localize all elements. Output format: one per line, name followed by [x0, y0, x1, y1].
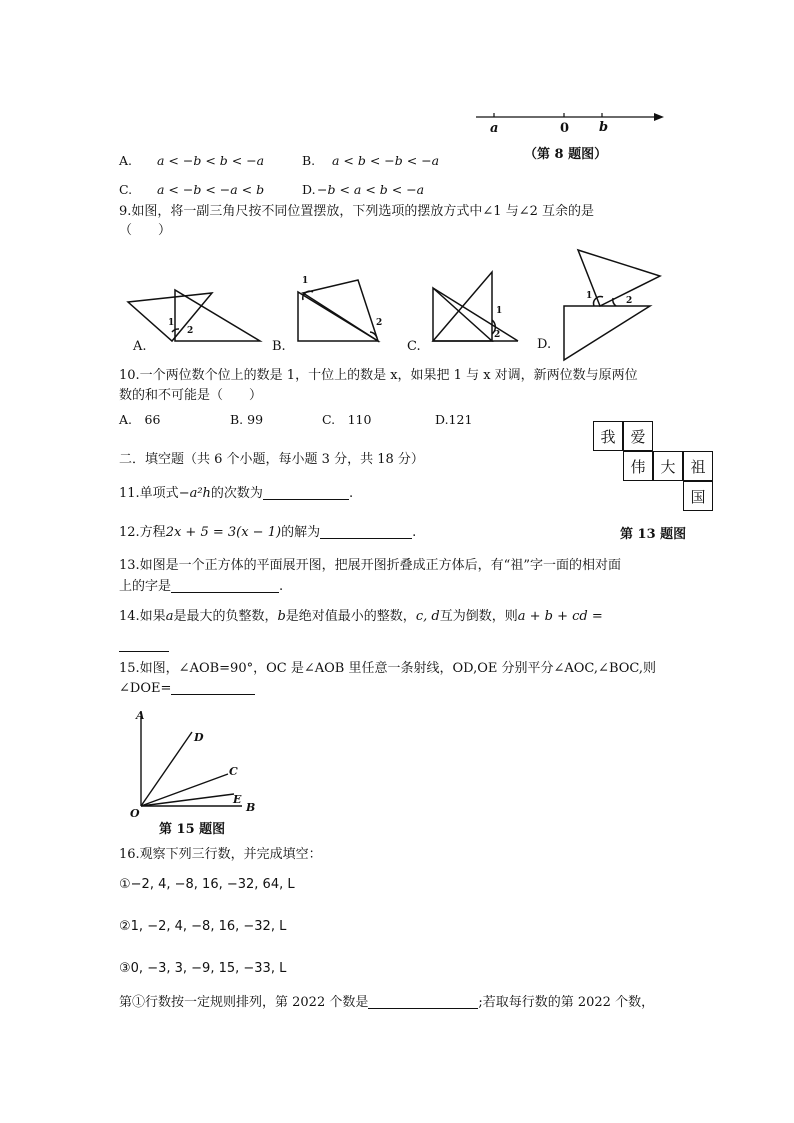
q9-option-c-label: C.	[407, 339, 421, 354]
q8-option-b: a < b < −b < −a	[332, 153, 440, 168]
q8-option-a: a < −b < b < −a	[157, 153, 265, 168]
number-line-a: a	[490, 121, 499, 136]
q8-option-d-label: D.	[302, 182, 316, 197]
number-line-svg	[474, 106, 666, 136]
q15-question-line1: 15.如图，∠AOB=90°，OC 是∠AOB 里任意一条射线，OD,OE 分别平分∠AOC,∠BOC,则	[119, 661, 657, 676]
q15-label-e: E	[233, 793, 242, 806]
q12-question	[119, 524, 416, 542]
q13-figure-caption: 第 13 题图	[620, 527, 687, 542]
q9-figure-d	[564, 250, 660, 360]
q12-end: .	[412, 525, 417, 540]
q9d-angle-1: 1	[586, 291, 593, 301]
q14-mid1: 是最大的负整数，	[173, 609, 278, 624]
q10-question-line2: 数的和不可能是（ ）	[119, 388, 263, 403]
q9a-angle-2: 2	[187, 326, 194, 336]
q15-question-line2	[119, 680, 255, 698]
net-cell-wei: 伟	[623, 451, 653, 481]
q8-number-line	[474, 106, 666, 136]
q9-option-b-label: B.	[272, 339, 286, 354]
net-cell-wo: 我	[593, 421, 623, 451]
q9-figure-c	[433, 272, 518, 341]
q9-answer-paren: （ ）	[119, 223, 172, 238]
q15-label-b: B	[246, 801, 256, 814]
q9-option-a-label: A.	[133, 339, 147, 354]
q16-answer-blank[interactable]	[368, 994, 478, 1009]
q9d-angle-2: 2	[626, 296, 633, 306]
q11-expression: −a²h	[178, 486, 211, 501]
q16-row-1: ①−2, 4, −8, 16, −32, 64, L	[119, 877, 295, 892]
q16-last-prefix: 第①行数按一定规则排列，第 2022 个数是	[119, 995, 369, 1010]
q14-mid3: 互为倒数，则	[439, 609, 518, 624]
net-cell-guo: 国	[683, 481, 713, 511]
q9-option-d-label: D.	[537, 337, 552, 352]
q10-question-line1: 10.一个两位数个位上的数是 1，十位上的数是 x，如果把 1 与 x 对调，新两位数与原两位	[119, 368, 638, 383]
q14-mid2: 是绝对值最小的整数，	[285, 609, 416, 624]
q10-option-c: C. 110	[322, 412, 372, 427]
q13-line2-text: 上的字是	[119, 579, 172, 594]
q11-prefix: 11.单项式	[119, 486, 179, 501]
q12-prefix: 12.方程	[119, 525, 166, 540]
q10-option-d: D.121	[435, 412, 473, 427]
q13-question-line1: 13.如图是一个正方体的平面展开图，把展开图折叠成正方体后，有“祖”字一面的相对面	[119, 558, 621, 573]
q9c-angle-1: 1	[496, 306, 503, 316]
q9b-angle-1: 1	[302, 276, 309, 286]
q15-label-d: D	[194, 731, 204, 744]
q9-triangles-svg	[120, 240, 680, 365]
q15-label-c: C	[229, 765, 238, 778]
q16-row-3: ③0, −3, 3, −9, 15, −33, L	[119, 961, 287, 976]
q12-equation: 2x + 5 = 3(x − 1)	[165, 525, 282, 540]
q9c-angle-2: 2	[494, 330, 501, 340]
q14-expression: a + b + cd =	[517, 609, 603, 624]
q13-question-line2	[119, 578, 283, 596]
q15-line2-text: ∠DOE=	[119, 681, 172, 696]
q15-figure-caption: 第 15 题图	[159, 822, 226, 837]
q11-answer-blank[interactable]	[263, 485, 349, 500]
q9-question: 9.如图，将一副三角尺按不同位置摆放，下列选项的摆放方式中∠1 与∠2 互余的是	[119, 204, 594, 219]
q16-row-2: ②1, −2, 4, −8, 16, −32, L	[119, 919, 287, 934]
q12-suffix: 的解为	[281, 525, 321, 540]
q11-suffix: 的次数为	[210, 486, 263, 501]
q16-intro: 16.观察下列三行数，并完成填空：	[119, 847, 322, 862]
q8-option-c: a < −b < −a < b	[157, 182, 265, 197]
net-cell-da: 大	[653, 451, 683, 481]
q11-end: .	[348, 486, 354, 501]
q8-option-b-label: B.	[302, 153, 316, 168]
q8-option-d: −b < a < b < −a	[317, 182, 425, 197]
q16-last-line	[119, 994, 654, 1012]
q15-label-a: A	[136, 709, 145, 722]
q13-answer-blank[interactable]	[171, 578, 279, 593]
q9-figure-b	[298, 280, 378, 341]
q9b-angle-2: 2	[376, 318, 383, 328]
q14-answer-blank[interactable]	[119, 637, 169, 652]
q14-var-b: b	[277, 609, 286, 624]
q11-question	[119, 485, 353, 503]
q14-prefix: 14.如果	[119, 609, 166, 624]
net-cell-ai: 爱	[623, 421, 653, 451]
q8-figure-caption: （第 8 题图）	[524, 147, 608, 162]
q9-figure-a	[128, 290, 260, 341]
q10-option-b: B. 99	[230, 412, 264, 427]
q14-question	[119, 608, 603, 626]
q15-answer-blank[interactable]	[171, 680, 255, 695]
q9-figures	[120, 240, 680, 365]
q14-var-a: a	[165, 609, 174, 624]
number-line-zero: 0	[560, 121, 570, 136]
q8-option-c-label: C.	[119, 182, 133, 197]
q9a-angle-1: 1	[168, 318, 175, 328]
q12-answer-blank[interactable]	[320, 524, 412, 539]
number-line-b: b	[599, 120, 609, 135]
q14-var-cd: c, d	[415, 609, 440, 624]
q13-end: .	[279, 579, 284, 594]
q16-last-suffix: ;若取每行数的第 2022 个数，	[478, 995, 655, 1010]
q8-option-a-label: A.	[119, 153, 133, 168]
section-title-fill-in: 二．填空题（共 6 个小题，每小题 3 分，共 18 分）	[119, 452, 424, 467]
q10-option-a: A. 66	[119, 412, 161, 427]
q15-label-o: O	[130, 807, 140, 820]
net-cell-zu: 祖	[683, 451, 713, 481]
